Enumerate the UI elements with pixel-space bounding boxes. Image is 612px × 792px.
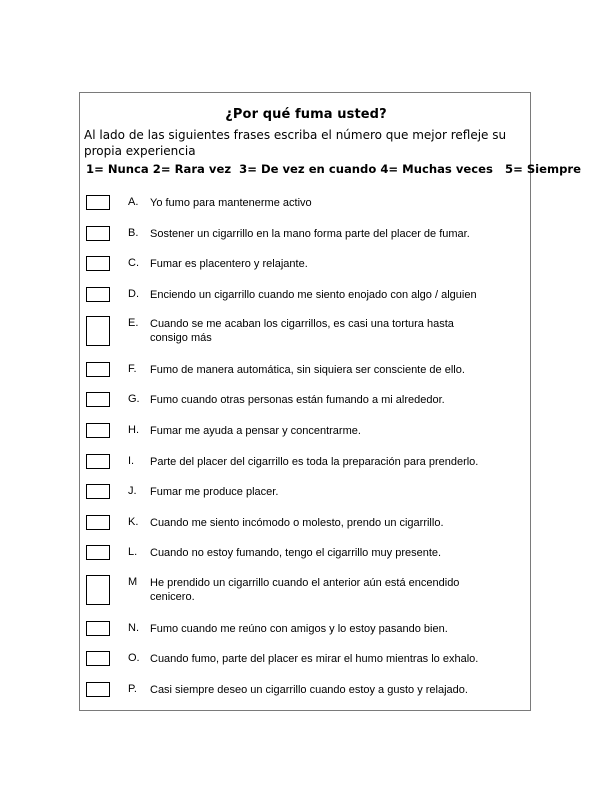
item-letter: H. (128, 424, 139, 436)
item-letter: A. (128, 196, 139, 208)
answer-box[interactable] (86, 682, 110, 697)
item-letter: J. (128, 485, 137, 497)
item-text: Enciendo un cigarrillo cuando me siento enojado con algo / alguien (150, 289, 477, 301)
answer-box[interactable] (86, 362, 110, 377)
item-letter: F. (128, 363, 137, 375)
item-letter: E. (128, 317, 139, 329)
answer-box[interactable] (86, 515, 110, 530)
item-letter: L. (128, 546, 138, 558)
item-letter: O. (128, 652, 140, 664)
item-letter: C. (128, 257, 139, 269)
answer-box[interactable] (86, 226, 110, 241)
answer-box[interactable] (86, 454, 110, 469)
item-text: Fumo cuando me reúno con amigos y lo estoy pasando bien. (150, 623, 448, 635)
rating-scale: 1= Nunca 2= Rara vez 3= De vez en cuando 4= Muchas veces 5= Siempre (86, 162, 581, 176)
item-text: He prendido un cigarrillo cuando el anterior aún está encendido cenicero. (150, 577, 460, 603)
answer-box[interactable] (86, 392, 110, 407)
form-title: ¿Por qué fuma usted? (225, 107, 387, 122)
item-letter: K. (128, 516, 139, 528)
item-text: Fumar me ayuda a pensar y concentrarme. (150, 425, 361, 437)
form-instructions: Al lado de las siguientes frases escriba el número que mejor refleje su propia experiencia (84, 128, 507, 158)
answer-box[interactable] (86, 651, 110, 666)
item-text: Parte del placer del cigarrillo es toda la preparación para prenderlo. (150, 456, 479, 468)
item-text: Fumar me produce placer. (150, 486, 279, 498)
answer-box[interactable] (86, 256, 110, 271)
item-text: Fumo de manera automática, sin siquiera ser consciente de ello. (150, 364, 465, 376)
item-letter: D. (128, 288, 139, 300)
item-text: Cuando se me acaban los cigarrillos, es casi una tortura hasta consigo más (150, 318, 454, 344)
item-text: Yo fumo para mantenerme activo (150, 197, 312, 209)
item-text: Fumo cuando otras personas están fumando a mi alrededor. (150, 394, 445, 406)
item-letter: B. (128, 227, 139, 239)
item-text: Cuando fumo, parte del placer es mirar el humo mientras lo exhalo. (150, 653, 479, 665)
item-text: Cuando me siento incómodo o molesto, prendo un cigarrillo. (150, 517, 444, 529)
answer-box[interactable] (86, 484, 110, 499)
answer-box[interactable] (86, 316, 110, 346)
item-letter: I. (128, 455, 135, 467)
answer-box[interactable] (86, 287, 110, 302)
answer-box[interactable] (86, 545, 110, 560)
item-text: Fumar es placentero y relajante. (150, 258, 308, 270)
item-letter: P. (128, 683, 137, 695)
item-letter: G. (128, 393, 140, 405)
item-letter: N. (128, 622, 139, 634)
answer-box[interactable] (86, 575, 110, 605)
item-letter: M (128, 576, 138, 588)
answer-box[interactable] (86, 621, 110, 636)
item-text: Casi siempre deseo un cigarrillo cuando estoy a gusto y relajado. (150, 684, 468, 696)
item-text: Cuando no estoy fumando, tengo el cigarrillo muy presente. (150, 547, 442, 559)
answer-box[interactable] (86, 423, 110, 438)
answer-box[interactable] (86, 195, 110, 210)
item-text: Sostener un cigarrillo en la mano forma parte del placer de fumar. (150, 228, 470, 240)
